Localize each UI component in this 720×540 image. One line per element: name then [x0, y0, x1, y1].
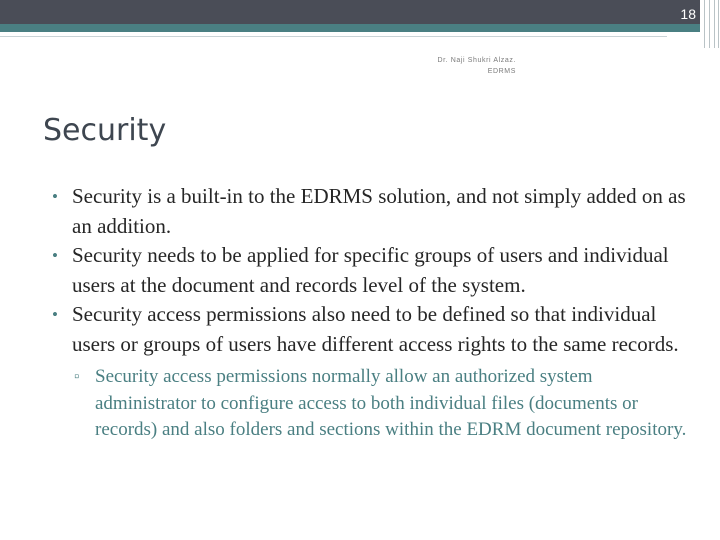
- round-bullet-icon: •: [52, 305, 58, 324]
- round-bullet-icon: •: [52, 246, 58, 265]
- sub-bullet-list: [72, 364, 692, 444]
- header-bar: [0, 0, 700, 24]
- round-bullet-icon: •: [52, 187, 58, 206]
- bullet-item: [52, 182, 692, 241]
- page-number: 18: [680, 6, 696, 22]
- author-credit: [432, 55, 516, 77]
- bullet-text: Security needs to be applied for specific groups of users and individual users at the document and records level of the system.: [72, 243, 669, 297]
- square-bullet-icon: ▫: [74, 369, 80, 385]
- author-name: Dr. Naji Shukri Alzaz.: [437, 57, 516, 64]
- sub-bullet-item: [72, 364, 692, 444]
- bullet-list: [52, 182, 692, 444]
- header-side-lines: [700, 0, 720, 48]
- slide-title: Security: [43, 113, 167, 148]
- bullet-text: Security access permissions also need to be defined so that individual users or groups of users have different access rights to the same records.: [72, 302, 679, 356]
- author-course: EDRMS: [487, 68, 516, 75]
- bullet-item: [52, 241, 692, 300]
- header-accent-bar: [0, 24, 700, 32]
- bullet-text: Security is a built-in to the EDRMS solution, and not simply added on as an addition.: [72, 184, 686, 238]
- bullet-item: [52, 300, 692, 444]
- header-divider-line: [0, 36, 667, 37]
- sub-bullet-text: Security access permissions normally allow an authorized system administrator to configure access to both individual files (documents or records) and also folders and sections within the EDRM document repository.: [95, 366, 687, 440]
